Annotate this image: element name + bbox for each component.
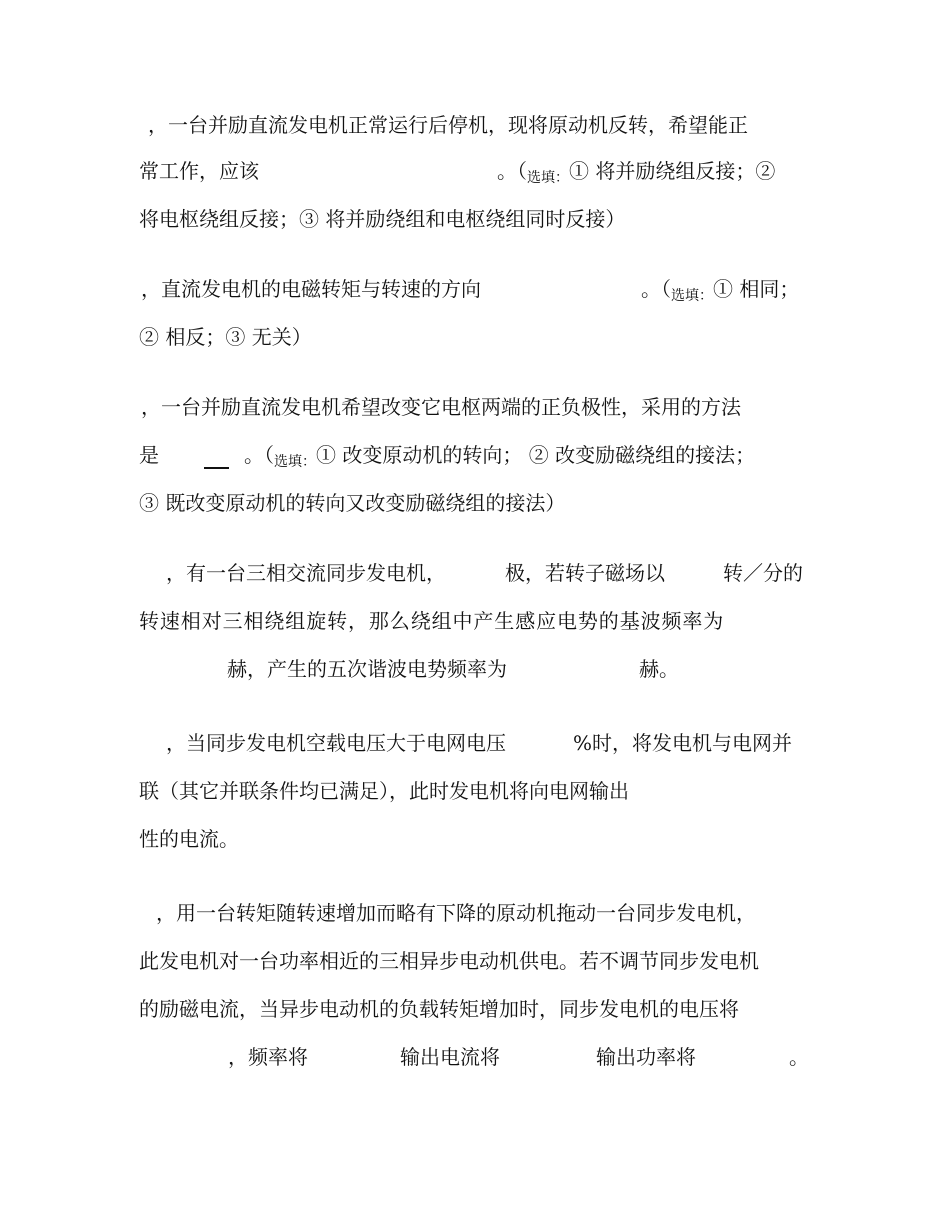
q6-line-4-b: 输出电流将 [400, 1045, 500, 1069]
q2-line-1: ，直流发电机的电磁转矩与转速的方向 [141, 277, 481, 301]
q1-paren: 。（ [497, 159, 527, 183]
q6-line-4-c: 输出功率将 [596, 1045, 696, 1069]
q2-line-2: ② 相反；③ 无关） [139, 325, 312, 349]
q3-line-3: ③ 既改变原动机的转向又改变励磁绕组的接法） [139, 491, 566, 515]
q2-paren: 。（ [641, 277, 671, 301]
q4-line-2: 转速相对三相绕组旋转，那么绕组中产生感应电势的基波频率为 [139, 609, 725, 633]
q6-line-4-a: ，频率将 [228, 1045, 308, 1069]
q5-line-1: ，当同步发电机空载电压大于电网电压 [166, 731, 506, 755]
q3-paren: 。（ [244, 443, 274, 467]
q6-line-2: 此发电机对一台功率相近的三相异步电动机供电。若不调节同步发电机 [139, 949, 759, 973]
q1-line-2: 常工作，应该 [139, 159, 259, 183]
q6-line-4-end: 。 [789, 1045, 809, 1069]
q5-line-2: 联（其它并联条件均已满足），此时发电机将向电网输出 [139, 779, 629, 803]
q6-line-1: ，用一台转矩随转速增加而略有下降的原动机拖动一台同步发电机， [156, 901, 756, 925]
q1-choose-label: 选填： [527, 170, 569, 186]
q1-line-3: 将电枢绕组反接；③ 将并励绕组和电枢绕组同时反接） [139, 207, 626, 231]
q2-choose-label: 选填： [671, 288, 713, 304]
q1-options: ① 将并励绕组反接；② [569, 159, 776, 183]
q2-line-1-end [641, 277, 799, 304]
q5-line-1-end: %时，将发电机与电网并 [573, 731, 793, 755]
q5-line-3: 性的电流。 [139, 827, 239, 851]
q3-choose-label: 选填： [274, 454, 316, 470]
q4-line-3-end: 赫。 [639, 657, 679, 681]
q3-line-2-end [244, 443, 755, 470]
q4-line-3: 赫，产生的五次谐波电势频率为 [227, 657, 507, 681]
q6-line-3: 的励磁电流，当异步电动机的负载转矩增加时，同步发电机的电压将 [139, 997, 739, 1021]
q4-line-1-mid: 极，若转子磁场以 [505, 561, 665, 585]
q3-options: ① 改变原动机的转向； ② 改变励磁绕组的接法； [316, 443, 756, 467]
q3-answer-blank [204, 467, 229, 469]
q2-options: ① 相同； [713, 277, 800, 301]
q4-line-1: ，有一台三相交流同步发电机， [166, 561, 446, 585]
q1-line-1: ，一台并励直流发电机正常运行后停机，现将原动机反转，希望能正 [148, 113, 748, 137]
q3-line-2: 是 [139, 443, 159, 467]
q1-line-2-end [497, 159, 775, 186]
q3-line-1: ，一台并励直流发电机希望改变它电枢两端的正负极性，采用的方法 [141, 395, 741, 419]
q4-line-1-end: 转／分的 [723, 561, 803, 585]
